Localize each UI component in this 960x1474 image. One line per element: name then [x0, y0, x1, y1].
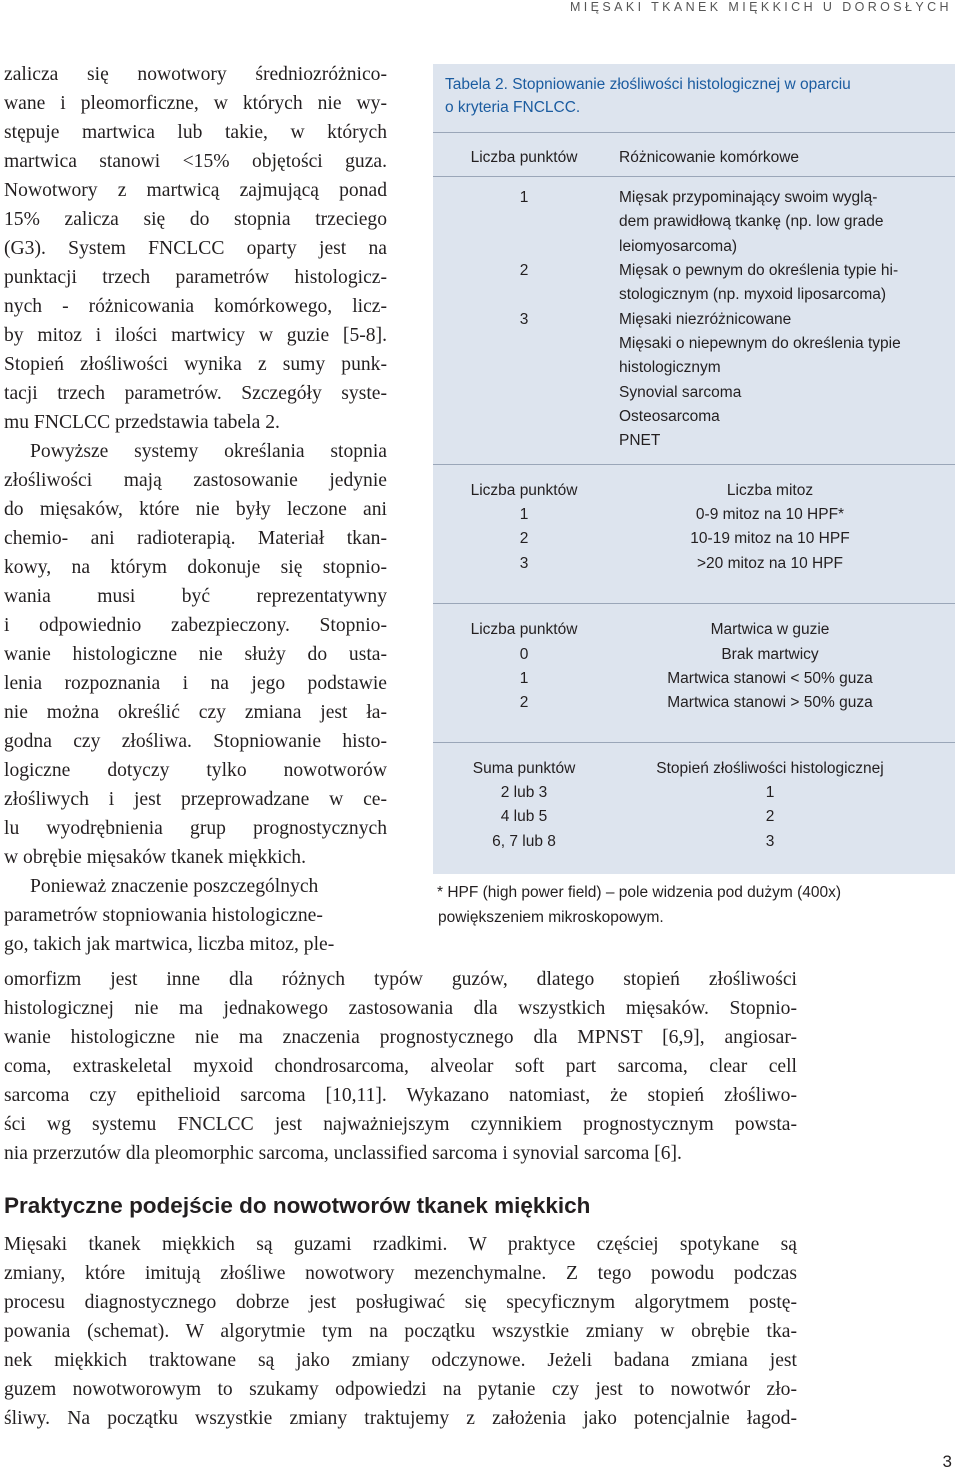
body-line: go, takich jak martwica, liczba mitoz, ple-: [4, 934, 335, 955]
page-number: 3: [942, 1452, 952, 1471]
body-line: tacji trzech parametrów. Szczegóły syste-: [4, 383, 387, 404]
table-cell-score: 1: [519, 670, 529, 687]
body-line: lenia rozpoznania i na jego podstawie: [4, 673, 387, 694]
body-line: wane i pleomorficzne, w których nie wy-: [4, 93, 387, 114]
body-line: powania (schemat). W algorytmie tym na początku wszystkie zmiany w obrębie tka-: [4, 1321, 797, 1342]
body-line: złośliwych i jest przeprowadzane w ce-: [4, 789, 387, 810]
body-line: zalicza się nowotwory średniozróżnico-: [4, 64, 387, 85]
table-cell-description: Mięsaki niezróżnicowane: [619, 311, 792, 328]
body-line: śliwy. Na początku wszystkie zmiany traktujemy z założenia jako potencjalnie łagod-: [4, 1408, 797, 1429]
body-line: ści wg systemu FNCLCC jest najważniejszym czynnikiem prognostycznym powsta-: [4, 1114, 797, 1135]
table-header-score: Liczba punktów: [470, 149, 578, 166]
table-cell-description: Osteosarcoma: [619, 408, 720, 425]
body-line: do mięsaków, które nie były leczone ani: [4, 499, 387, 520]
table-header-mitoses: Liczba mitoz: [726, 482, 814, 499]
table-rule: [433, 464, 955, 465]
table-cell-description: stologicznym (np. myxoid liposarcoma): [619, 286, 887, 303]
table-cell-value: Martwica stanowi > 50% guza: [667, 694, 873, 711]
body-line: godna czy złośliwa. Stopniowanie histo-: [4, 731, 387, 752]
table-header-necrosis: Martwica w guzie: [710, 621, 830, 638]
body-line: logiczne dotyczy tylko nowotworów: [4, 760, 387, 781]
body-line: Powyższe systemy określania stopnia: [30, 441, 387, 462]
body-line: histologicznej nie ma jednakowego zastosowania dla wszystkich mięsaków. Stopnio-: [4, 998, 797, 1019]
table-cell-description: Mięsak przypominający swoim wyglą-: [619, 189, 878, 206]
section-text: [4, 1230, 797, 1433]
body-line: wanie histologiczne nie służy do usta-: [4, 644, 387, 665]
table-header-grade: Stopień złośliwości histologicznej: [656, 760, 884, 777]
table-caption-line: o kryteria FNCLCC.: [445, 99, 581, 116]
table-cell-description: Mięsak o pewnym do określenia typie hi-: [619, 262, 899, 279]
body-line: w obrębie mięsaków tkanek miękkich.: [4, 847, 306, 868]
left-column-text: [4, 60, 387, 959]
table-cell-score: 3: [519, 555, 529, 572]
table-cell-description: leiomyosarcoma): [619, 238, 738, 255]
table-header-differentiation: Różnicowanie komórkowe: [619, 149, 800, 166]
table-cell-description: Synovial sarcoma: [619, 384, 742, 401]
table-cell-score: 2: [519, 694, 529, 711]
body-line: Stopień złośliwości wynika z sumy punk-: [4, 354, 387, 375]
table-header-score: Liczba punktów: [470, 621, 578, 638]
table-cell-score: 1: [519, 506, 529, 523]
body-line: Ponieważ znaczenie poszczególnych: [30, 876, 319, 897]
table-cell-score: 2: [519, 530, 529, 547]
table-cell-total: 4 lub 5: [500, 808, 548, 825]
table-header-score: Liczba punktów: [470, 482, 578, 499]
table-cell-score: 0: [519, 646, 529, 663]
body-line: (G3). System FNCLCC oparty jest na: [4, 238, 387, 259]
running-header: MIĘSAKI TKANEK MIĘKKICH U DOROSŁYCH: [569, 0, 952, 14]
body-line: zmiany, które imitują złośliwe nowotwory mezenchymalne. Z tego powodu podczas: [4, 1263, 797, 1284]
body-line: nych - różnicowania komórkowego, licz-: [4, 296, 387, 317]
table-cell-value: 0-9 mitoz na 10 HPF*: [695, 506, 845, 523]
table-cell-score: 1: [519, 189, 529, 206]
table-header-total: Suma punktów: [472, 760, 576, 777]
table-cell-value: Brak martwicy: [721, 646, 819, 663]
table-rule: [433, 603, 955, 604]
body-line: punktacji trzech parametrów histologicz-: [4, 267, 387, 288]
footnote-line: powiększeniem mikroskopowym.: [438, 909, 664, 926]
table-caption-line: Tabela 2. Stopniowanie złośliwości histologicznej w oparciu: [445, 76, 851, 93]
body-line: by mitoz i ilości martwicy w guzie [5-8].: [4, 325, 387, 346]
table-cell-description: histologicznym: [619, 359, 721, 376]
table-cell-total: 6, 7 lub 8: [492, 833, 556, 850]
footnote-line: * HPF (high power field) – pole widzenia pod dużym (400x): [437, 884, 842, 901]
section-heading: Praktyczne podejście do nowotworów tkanek miękkich: [4, 1193, 591, 1218]
table-cell-score: 2: [519, 262, 529, 279]
body-line: coma, extraskeletal myxoid chondrosarcoma, alveolar soft part sarcoma, clear cell: [4, 1056, 797, 1077]
table-caption: [445, 73, 851, 119]
body-line: chemio- ani radioterapią. Materiał tkan-: [4, 528, 387, 549]
full-width-text: [4, 965, 797, 1168]
table-cell-score: 3: [519, 311, 529, 328]
body-line: stępuje martwica lub takie, w których: [4, 122, 387, 143]
table-cell-value: >20 mitoz na 10 HPF: [696, 555, 844, 572]
body-line: lu wyodrębnienia grup prognostycznych: [4, 818, 387, 839]
table-rule: [433, 742, 955, 743]
body-line: nia przerzutów dla pleomorphic sarcoma, unclassified sarcoma i synovial sarcoma [6].: [4, 1143, 682, 1164]
body-line: kowy, na którym dokonuje się stopnio-: [4, 557, 387, 578]
body-line: i odpowiednio zabezpieczony. Stopnio-: [4, 615, 387, 636]
body-line: złośliwości mają zastosowanie jedynie: [4, 470, 387, 491]
table-rule: [433, 176, 955, 177]
body-line: wanie histologiczne nie ma znaczenia prognostycznego dla MPNST [6,9], angiosar-: [4, 1027, 797, 1048]
body-line: procesu diagnostycznego dobrze jest posługiwać się specyficznym algorytmem postę-: [4, 1292, 797, 1313]
table-rule: [433, 132, 955, 133]
table-cell-value: Martwica stanowi < 50% guza: [667, 670, 873, 687]
table-footnote: [437, 880, 841, 930]
table-cell-grade: 3: [765, 833, 775, 850]
body-line: Nowotwory z martwicą zajmującą ponad: [4, 180, 387, 201]
body-line: nek miękkich traktowane są jako zmiany odczynowe. Jeżeli badana zmiana jest: [4, 1350, 797, 1371]
body-line: Mięsaki tkanek miękkich są guzami rzadkimi. W praktyce częściej spotykane są: [4, 1234, 797, 1255]
table-cell-description: PNET: [619, 432, 661, 449]
table-cell-grade: 2: [765, 808, 775, 825]
body-line: mu FNCLCC przedstawia tabela 2.: [4, 412, 280, 433]
table-cell-value: 10-19 mitoz na 10 HPF: [690, 530, 850, 547]
body-line: nie można określić czy zmiana jest ła-: [4, 702, 387, 723]
body-line: 15% zalicza się do stopnia trzeciego: [4, 209, 387, 230]
body-line: wania musi być reprezentatywny: [4, 586, 387, 607]
body-line: omorfizm jest inne dla różnych typów guzów, dlatego stopień złośliwości: [4, 969, 797, 990]
table-cell-grade: 1: [765, 784, 775, 801]
table-cell-description: dem prawidłową tkankę (np. low grade: [619, 213, 884, 230]
body-line: parametrów stopniowania histologiczne-: [4, 905, 323, 926]
body-line: martwica stanowi <15% objętości guza.: [4, 151, 387, 172]
body-line: guzem nowotworowym to szukamy odpowiedzi na pytanie czy jest to nowotwór zło-: [4, 1379, 797, 1400]
body-line: sarcoma czy epithelioid sarcoma [10,11]. Wykazano natomiast, że stopień złośliwo-: [4, 1085, 797, 1106]
table-cell-total: 2 lub 3: [500, 784, 548, 801]
table-cell-description: Mięsaki o niepewnym do określenia typie: [619, 335, 901, 352]
